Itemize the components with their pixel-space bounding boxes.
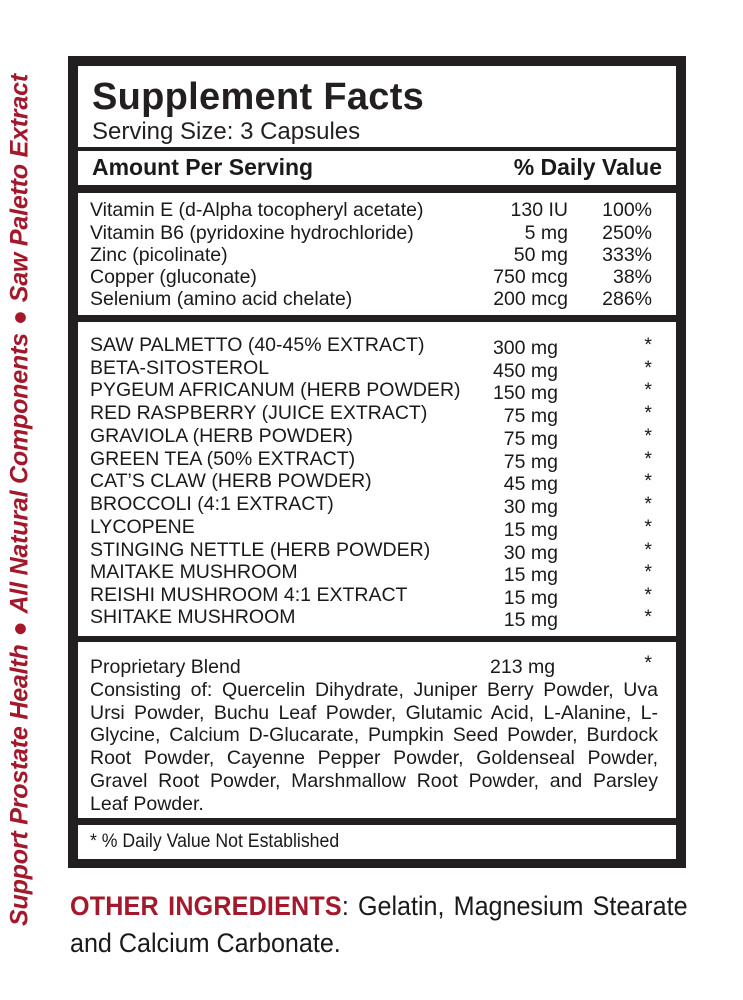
ingredient-amount: 15 mg bbox=[503, 587, 558, 609]
bullet-icon: ● bbox=[5, 621, 34, 637]
ingredient-name: GRAVIOLA (HERB POWDER) bbox=[90, 425, 353, 447]
ingredient-dv: * bbox=[644, 334, 652, 356]
other-ingredients-label: OTHER INGREDIENTS bbox=[70, 891, 342, 921]
blend-description: Consisting of: Quercelin Dihydrate, Juniper Berry Powder, Uva Ursi Powder, Buchu Leaf Powder, Glutamic Acid, L-Alanine, L-Glycine, Calcium D-Glucarate, Pumpkin Seed Powder, Burdock Root Powder, Cayenne Pepper Powder, Goldenseal Powder, Gravel Root Powder, Marshmallow Root Powder, and Parsley Leaf Powder. bbox=[90, 679, 658, 815]
ingredient-name: GREEN TEA (50% EXTRACT) bbox=[90, 448, 356, 470]
ingredient-amount: 30 mg bbox=[503, 496, 558, 518]
ingredient-amount: 15 mg bbox=[503, 519, 558, 541]
nutrient-dv: 38% bbox=[612, 266, 652, 288]
ingredient-dv: * bbox=[644, 470, 652, 492]
ingredient-amount: 15 mg bbox=[503, 609, 558, 631]
footnote: * % Daily Value Not Established bbox=[90, 831, 340, 852]
nutrient-amount: 50 mg bbox=[513, 244, 568, 266]
ingredient-dv: * bbox=[644, 448, 652, 470]
ingredient-dv: * bbox=[644, 539, 652, 561]
ingredient-dv: * bbox=[644, 561, 652, 583]
ingredient-amount: 150 mg bbox=[492, 382, 558, 404]
side-banner-part: Saw Paletto Extract bbox=[5, 74, 34, 303]
blend-amount: 213 mg bbox=[490, 656, 556, 678]
ingredient-amount: 75 mg bbox=[503, 451, 558, 473]
ingredient-amount: 75 mg bbox=[503, 405, 558, 427]
side-banner-part: All Natural Components bbox=[5, 333, 34, 614]
ingredient-name: RED RASPBERRY (JUICE EXTRACT) bbox=[90, 402, 428, 424]
ingredient-dv: * bbox=[644, 357, 652, 379]
side-banner-part: Support Prostate Health bbox=[5, 644, 34, 926]
panel-title: Supplement Facts bbox=[92, 76, 425, 118]
serving-size: Serving Size: 3 Capsules bbox=[92, 118, 361, 145]
ingredient-amount: 30 mg bbox=[503, 542, 558, 564]
amount-header: Amount Per Serving bbox=[92, 154, 314, 180]
ingredient-name: SAW PALMETTO (40-45% EXTRACT) bbox=[90, 334, 425, 356]
ingredient-dv: * bbox=[644, 606, 652, 628]
column-header bbox=[78, 151, 676, 185]
ingredient-amount: 45 mg bbox=[503, 473, 558, 495]
other-ingredients-text: : Gelatin, Magnesium Stearate and Calcium Carbonate. bbox=[70, 891, 688, 958]
ingredient-name: SHITAKE MUSHROOM bbox=[90, 606, 296, 628]
nutrient-dv: 100% bbox=[602, 199, 652, 221]
footnote-box bbox=[78, 825, 676, 859]
ingredient-name: REISHI MUSHROOM 4:1 EXTRACT bbox=[90, 584, 408, 606]
ingredient-name: PYGEUM AFRICANUM (HERB POWDER) bbox=[90, 379, 461, 401]
ingredient-name: MAITAKE MUSHROOM bbox=[90, 561, 298, 583]
side-banner bbox=[6, 74, 35, 926]
nutrient-dv: 286% bbox=[602, 288, 652, 310]
blend-row bbox=[90, 652, 664, 679]
ingredient-dv: * bbox=[644, 493, 652, 515]
ingredient-name: LYCOPENE bbox=[90, 516, 195, 538]
nutrient-name: Vitamin E (d-Alpha tocopheryl acetate) bbox=[90, 199, 424, 221]
ingredient-name: BETA-SITOSTEROL bbox=[90, 357, 270, 379]
nutrient-dv: 250% bbox=[602, 222, 652, 244]
ingredient-name: BROCCOLI (4:1 EXTRACT) bbox=[90, 493, 334, 515]
ingredient-dv: * bbox=[644, 516, 652, 538]
ingredient-amount: 15 mg bbox=[503, 564, 558, 586]
ingredient-dv: * bbox=[644, 584, 652, 606]
blend-dv: * bbox=[644, 652, 652, 674]
bullet-icon: ● bbox=[5, 310, 34, 326]
ingredient-name: STINGING NETTLE (HERB POWDER) bbox=[90, 539, 431, 561]
herbs-section bbox=[78, 322, 676, 636]
nutrient-name: Selenium (amino acid chelate) bbox=[90, 288, 353, 310]
proprietary-blend-section bbox=[78, 642, 676, 818]
ingredient-amount: 75 mg bbox=[503, 428, 558, 450]
title-box bbox=[78, 66, 676, 147]
ingredient-dv: * bbox=[644, 425, 652, 447]
nutrient-amount: 5 mg bbox=[524, 222, 568, 244]
nutrient-amount: 200 mcg bbox=[493, 288, 568, 310]
ingredient-amount: 450 mg bbox=[492, 360, 558, 382]
daily-value-header: % Daily Value bbox=[513, 154, 662, 180]
nutrient-name: Vitamin B6 (pyridoxine hydrochloride) bbox=[90, 222, 414, 244]
nutrient-dv: 333% bbox=[602, 244, 652, 266]
ingredient-name: CAT’S CLAW (HERB POWDER) bbox=[90, 470, 372, 492]
other-ingredients bbox=[70, 888, 688, 962]
ingredient-dv: * bbox=[644, 379, 652, 401]
nutrient-name: Zinc (picolinate) bbox=[90, 244, 228, 266]
supplement-facts-panel bbox=[68, 56, 686, 868]
ingredient-amount: 300 mg bbox=[492, 337, 558, 359]
vitamins-section bbox=[78, 193, 676, 315]
blend-name: Proprietary Blend bbox=[90, 656, 241, 678]
ingredient-dv: * bbox=[644, 402, 652, 424]
nutrient-amount: 130 IU bbox=[510, 199, 568, 221]
nutrient-amount: 750 mcg bbox=[493, 266, 568, 288]
nutrient-name: Copper (gluconate) bbox=[90, 266, 257, 288]
